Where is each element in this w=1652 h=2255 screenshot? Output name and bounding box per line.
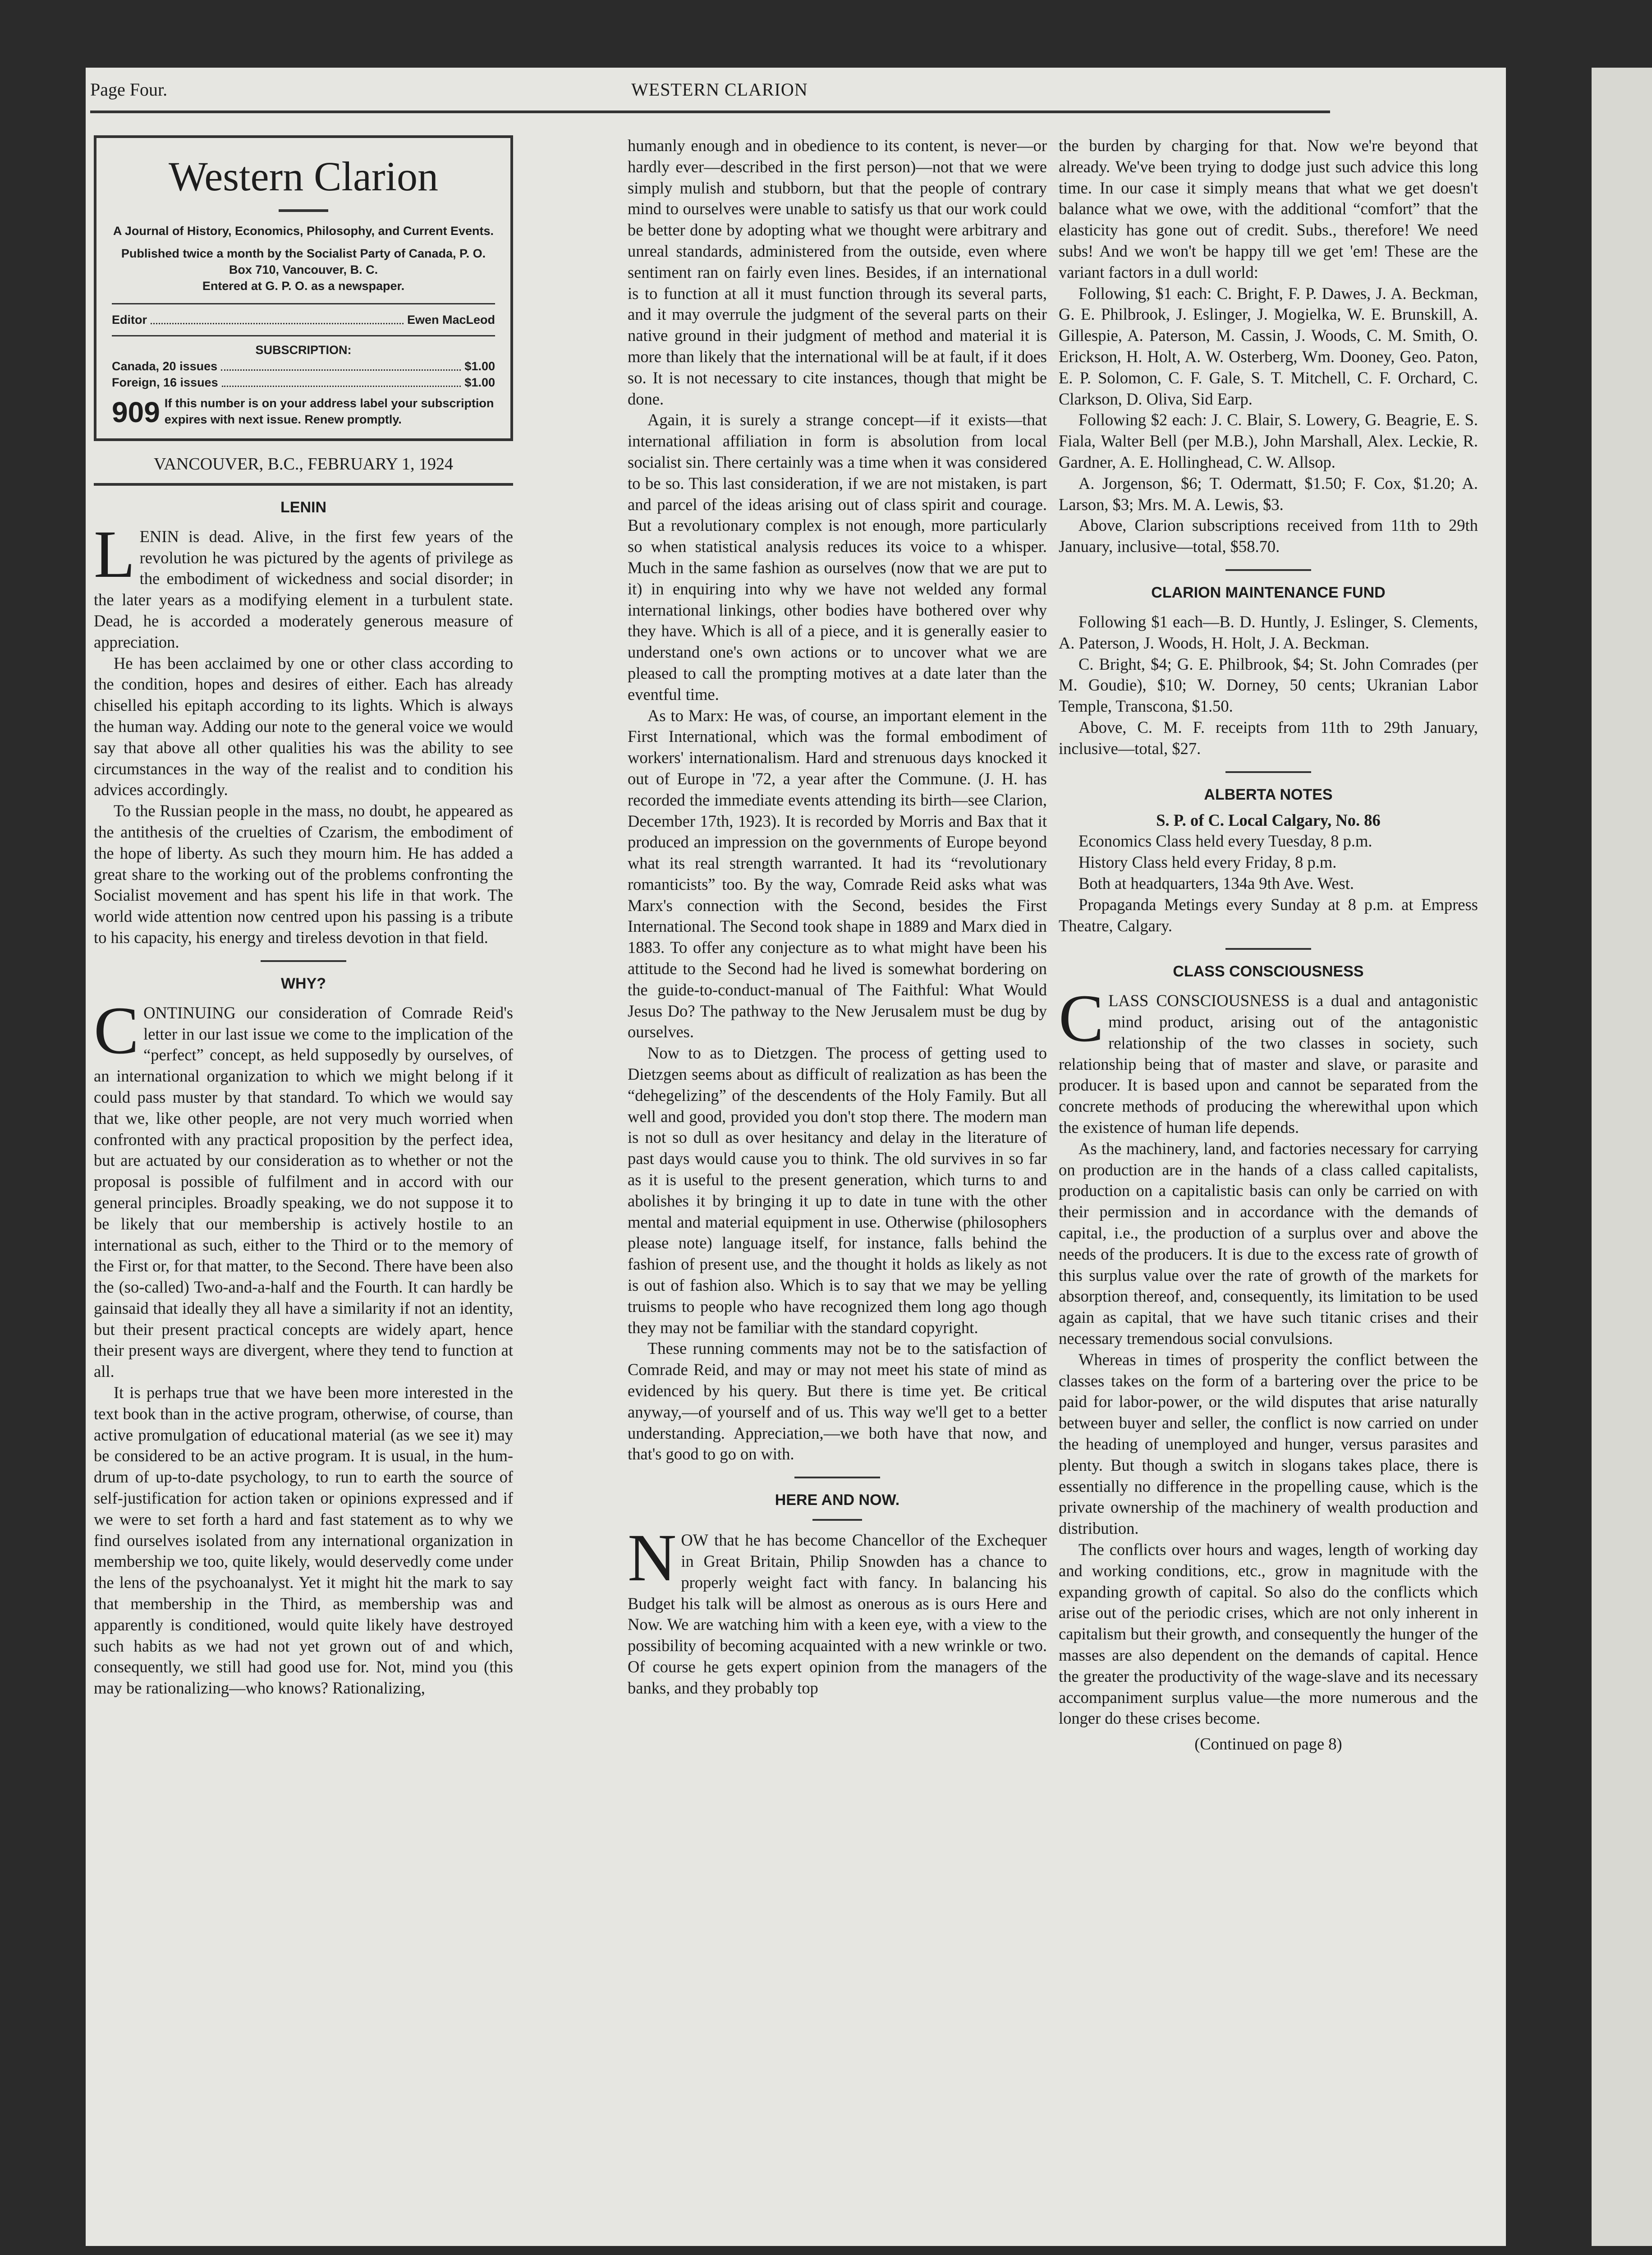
why-paragraph	[94, 993, 513, 1382]
editor-name: Ewen MacLeod	[407, 313, 495, 327]
why-paragraph: Now to as to Dietzgen. The process of getting used to Dietzgen seems about as difficult of realization as has been the “dehegelizing” of the descendents of the Holy Family. But all well and good, provided you don't stop there. The modern man is not so dull as over hesitancy and delay in the literature of past days would cause you to think. The old survives in so far as it is useful to the present generation, which turns to and abolishes it by bringing it up to date in tune with the other mental and material equipment in use. Otherwise (philosophers please note) language itself, for instance, falls behind the fashion of present use, and the thought it holds as likely as not is out of fashion also. Which is to say that we may be yelling truisms to people who have recognized them long ago though they may not be familiar with the standard copyright.	[628, 1044, 1047, 1337]
here-paragraph: Following $2 each: J. C. Blair, S. Lowery, G. Beagrie, E. S. Fiala, Walter Bell (per M.B.), John Marshall, Alex. Leckie, R. Gardner, A. E. Hollinghead, C. W. Allsop.	[1059, 410, 1478, 471]
drop-cap: L	[94, 516, 135, 592]
running-title: WESTERN CLARION	[631, 79, 808, 100]
article-title-here-and-now: HERE AND NOW.	[775, 1491, 900, 1509]
class-paragraph	[1059, 981, 1478, 1138]
column-3	[1059, 135, 1478, 1755]
masthead-entered: Entered at G. P. O. as a newspaper.	[202, 279, 405, 293]
column-1	[94, 135, 513, 1699]
subscription-heading: SUBSCRIPTION:	[112, 335, 495, 358]
alberta-line: Both at headquarters, 134a 9th Ave. West.	[1078, 874, 1354, 893]
fund-paragraph: Following $1 each—B. D. Huntly, J. Eslinger, S. Clements, A. Paterson, J. Woods, H. Holt, J. A. Beckman.	[1059, 612, 1478, 652]
article-title-alberta-notes: ALBERTA NOTES	[1204, 786, 1333, 803]
section-divider	[1225, 948, 1311, 950]
fund-paragraph: C. Bright, $4; G. E. Philbrook, $4; St. John Comrades (per M. Goudie), $10; W. Dorney, 50 cents; Ukranian Labor Temple, Transcona, $1.50.	[1059, 654, 1478, 716]
here-paragraph: Following, $1 each: C. Bright, F. P. Dawes, J. A. Beckman, G. E. Philbrook, J. Eslinger, J. Mogielka, W. E. Brunskill, A. Gillespie, A. Paterson, M. Cassin, J. Woods, C. M. Smith, O. Erickson, H. Holt, A. W. Osterberg, Wm. Dooney, Geo. Paton, E. P. Solomon, C. F. Gale, S. T. Mitchell, C. F. Orchard, C. Clarkson, D. Oliva, Sid Earp.	[1059, 284, 1478, 408]
why-paragraph: humanly enough and in obedience to its content, is never—or hardly ever—described in the first person)—not that we were simply mulish and stubborn, but that the people of contrary mind to ourselves were unable to satisfy us that our work could be better done by adopting what we thought were arbitrary and unreal standards, administered from the outside, even where sentiment ran on fairly even lines. Besides, if an international is to function at all it must function through its several parts, and it may overrule the judgment of the several parts on their native ground in their judgment of method and material it is more than likely that the international will be at fault, if it does so. It is not necessary to cite instances, though that might be done.	[628, 136, 1047, 408]
dateline: VANCOUVER, B.C., FEBRUARY 1, 1924	[94, 454, 513, 486]
label-number-note: If this number is on your address label your subscription expires with next issue. Renew promptly.	[164, 396, 494, 426]
article-title-lenin: LENIN	[280, 498, 326, 516]
canada-label: Canada, 20 issues	[112, 359, 218, 373]
here-text: OW that he has become Chancellor of the Exchequer in Great Britain, Philip Snowden has a chance to properly weight fact with fancy. In balancing his Budget his talk will be almost as onerous as is ours Here and Now. We are watching him with a keen eye, with a view to the possibility of becoming acquainted with a new wrinkle or two. Of course he gets expert opinion from the managers of the banks, and they probably top	[628, 1531, 1047, 1697]
masthead-description: A Journal of History, Economics, Philosophy, and Current Events.	[113, 224, 494, 238]
why-text: ONTINUING our consideration of Comrade Reid's letter in our last issue we come to the implication of the “perfect” concept, as held supposedly by ourselves, of an international organization to which we might belong if it could pass muster by that standard. To which we would say that we, like other people, are not very much worried when confronted with any practical proposition by the perfect idea, but are actuated by our consideration as to whether or not the proposal is possible of fulfilment and in accord with our general principles. Broadly speaking, we do not suppose it to be likely that our membership is actively hostile to an international as such, either to the Third or to the memory of the First or, for that matter, to the Second. There have been also the (so-called) Two-and-a-half and the Fourth. It can hardly be gainsaid that ideally they all have a similarity if not an identity, but their present practical concepts are widely apart, hence their present ways are divergent, where they tend to function at all.	[94, 1003, 513, 1381]
masthead-title: Western Clarion	[168, 153, 439, 199]
article-title-maintenance-fund: CLARION MAINTENANCE FUND	[1151, 584, 1386, 601]
here-paragraph: A. Jorgenson, $6; T. Odermatt, $1.50; F. Cox, $1.20; A. Larson, $3; Mrs. M. A. Lewis, $3.	[1059, 474, 1478, 514]
subscription-foreign	[112, 374, 495, 391]
dot-leader	[222, 374, 461, 387]
class-paragraph: Whereas in times of prosperity the conflict between the classes takes on the form of a bartering over the price to be paid for labor-power, or the wild disputes that arise naturally between buyer and seller, the conflict is now carried on under the heading of unemployed and hunger, versus parasites and plenty. But though a switch in slogans takes place, there is essentially no difference in the propelling cause, which is the private ownership of the machinery of wealth production and distribution.	[1059, 1350, 1478, 1538]
masthead-box	[94, 135, 513, 441]
page-header	[90, 79, 1330, 113]
alberta-line: History Class held every Friday, 8 p.m.	[1078, 853, 1337, 872]
lenin-paragraph	[94, 516, 513, 653]
here-paragraph: the burden by charging for that. Now we're beyond that already. We've been trying to dodge just such advice this long time. In our case it simply means that what we get doesn't balance what we owe, with the additional “comfort” that the elasticity has gone out of credit. Subs., therefore! We need subs! And we won't be happy till we get 'em! These are the variant factors in a dull world:	[1059, 136, 1478, 281]
masthead-publisher: Published twice a month by the Socialist Party of Canada, P. O. Box 710, Vancouver, B. C.	[121, 247, 486, 276]
class-text: LASS CONSCIOUSNESS is a dual and antagonistic mind product, arising out of the antagonistic relationship of the two classes in society, such relationship being that of master and slave, or parasite and producer. It is based upon and cannot be separated from the concrete methods of producing the wherewithal upon which the existence of human life depends.	[1059, 991, 1478, 1137]
foreign-label: Foreign, 16 issues	[112, 376, 218, 389]
section-divider	[794, 1477, 880, 1478]
drop-cap: C	[94, 993, 139, 1068]
why-paragraph: Again, it is surely a strange concept—if it exists—that international affiliation in form is absolution from local socialist sin. There certainly was a time when it was considered to be so. This last consideration, if we are not mistaken, is part and parcel of the ideas arising out of class spirit and courage. But a revolutionary complex is not enough, more particularly so when statistical analysis reduces its voice to a whisper. Much in the same fashion as ourselves (now that we are put to it) in enquiring into why we have not welded any formal international linkings, other bodies have bothered over why they have. Which is all of a piece, and it is generally easier to understand one's own actions or to uncover what we are pleased to call the prompting motives at a date later than the eventful time.	[628, 410, 1047, 704]
editor-label: Editor	[112, 313, 147, 327]
article-title-why: WHY?	[280, 975, 326, 992]
dot-leader	[221, 358, 461, 371]
foreign-price: $1.00	[464, 376, 495, 389]
section-divider	[1225, 771, 1311, 773]
lenin-text: ENIN is dead. Alive, in the first few years of the revolution he was pictured by the agents of privilege as the embodiment of wickedness and social disorder; in the later years as a modifying element in a turbulent state. Dead, he is accorded a moderately generous measure of appreciation.	[94, 527, 513, 651]
dot-leader	[151, 312, 404, 324]
subscription-canada	[112, 358, 495, 374]
alberta-subtitle: S. P. of C. Local Calgary, No. 86	[1156, 810, 1381, 829]
lenin-paragraph: He has been acclaimed by one or other class according to the condition, hopes and desires of either. Each has already chiselled his epitaph according to its lights. Which is always the human way. Adding our note to the general voice we would say that above all other qualities his was the ability to see circumstances in the way of the realist and to condition his advices accordingly.	[94, 653, 513, 799]
here-paragraph: Above, Clarion subscriptions received from 11th to 29th January, inclusive—total, $58.70.	[1059, 516, 1478, 556]
drop-cap: C	[1059, 981, 1104, 1056]
class-paragraph: As the machinery, land, and factories necessary for carrying on production are in the hands of a class called capitalists, production on a capitalistic basis can only be carried on with their permission and in accordance with the demands of capital, i.e., the production of a surplus over and above the needs of the producers. It is due to the excess rate of growth of this surplus value over the rate of growth of the markets for absorption thereof, and, consequently, its limitation to be used again as capital, that we have such titanic crises and their necessary tremendous social convulsions.	[1059, 1139, 1478, 1348]
editor-line	[112, 303, 495, 328]
page-number: Page Four.	[90, 79, 168, 100]
canada-price: $1.00	[464, 359, 495, 373]
alberta-line: Propaganda Metings every Sunday at 8 p.m. at Empress Theatre, Calgary.	[1059, 895, 1478, 935]
lenin-paragraph: To the Russian people in the mass, no doubt, he appeared as the antithesis of the cruelties of Czarism, the embodiment of the hope of liberty. As such they mourn him. He has added a great share to the working out of the problems confronting the Socialist movement and has spent his life in that work. The world wide attention now centred upon his passing is a tribute to his capacity, his energy and tireless devotion in that field.	[94, 801, 513, 947]
adjacent-page-edge	[1592, 68, 1652, 2246]
why-paragraph: These running comments may not be to the satisfaction of Comrade Reid, and may or may not meet his state of mind as evidenced by his query. But there is time yet. Be critical anyway,—of yourself and of us. This way we'll get to a better understanding. Appreciation,—we both have that now, and that's good to go on with.	[628, 1339, 1047, 1463]
title-underline	[812, 1519, 862, 1521]
why-paragraph: It is perhaps true that we have been more interested in the text book than in the active program, otherwise, of course, than active promulgation of educational material (as we see it) may be considered to be an active program. It is usual, in the hum-drum of up-to-date psychology, to run to earth the source of self-justification for action taken or opinions expressed and if we were to set forth a hard and fast statement as to why we find ourselves isolated from any international organization in membership we too, quite likely, would deservedly come under the lens of the psychoanalyst. Yet it might hit the mark to say that membership in the Third, as membership was and apparently is conditioned, would quite likely have destroyed such habits as we had not yet grown out of and which, consequently, we still had good use for. Not, mind you (this may be rationalizing—who knows? Rationalizing,	[94, 1383, 513, 1698]
why-paragraph: As to Marx: He was, of course, an important element in the First International, which was the formal embodiment of workers' internationalism. Hard and strenuous days knocked it out of Europe in '72, a year after the Commune. (J. H. has recorded the immediate events attending its birth—see Clarion, December 17th, 1923). It is recorded by Morris and Bax that it produced an impression on the governments of Europe beyond what its real strength warranted. It had its “revolutionary romanticists” too. By the way, Comrade Reid asks what was Marx's connection with the Second, besides the First International. The Second took shape in 1889 and Marx died in 1883. To offer any conjecture as to what might have been his attitude to the Second had he lived is somewhat bordering on the guide-to-conduct-manual of The Faithful: What Would Jesus Do? The pathway to the New Jerusalem must be dug by ourselves.	[628, 706, 1047, 1041]
class-paragraph: The conflicts over hours and wages, length of working day and working conditions, etc., grow in magnitude with the expanding growth of capital. So also do the conflicts which arise out of the periodic crises, which are not only inherent in capitalism but their growth, and consequently the hunger of the masses are also dependent on the demands of capital. Hence the greater the productivity of the wage-slave and its necessary accompaniment surplus value—the more numerous and the longer do these crises become.	[1059, 1540, 1478, 1728]
label-number: 909	[112, 396, 160, 428]
column-2	[628, 135, 1047, 1699]
section-divider	[1225, 569, 1311, 571]
continued-note: (Continued on page 8)	[1194, 1735, 1342, 1753]
masthead-rule	[279, 209, 328, 212]
article-title-class-consciousness: CLASS CONSCIOUSNESS	[1173, 963, 1364, 980]
drop-cap: N	[628, 1520, 677, 1596]
label-number-notice	[112, 395, 495, 429]
here-paragraph	[628, 1520, 1047, 1698]
fund-paragraph: Above, C. M. F. receipts from 11th to 29th January, inclusive—total, $27.	[1059, 718, 1478, 758]
alberta-line: Economics Class held every Tuesday, 8 p.m.	[1078, 832, 1372, 851]
section-divider	[261, 960, 346, 962]
